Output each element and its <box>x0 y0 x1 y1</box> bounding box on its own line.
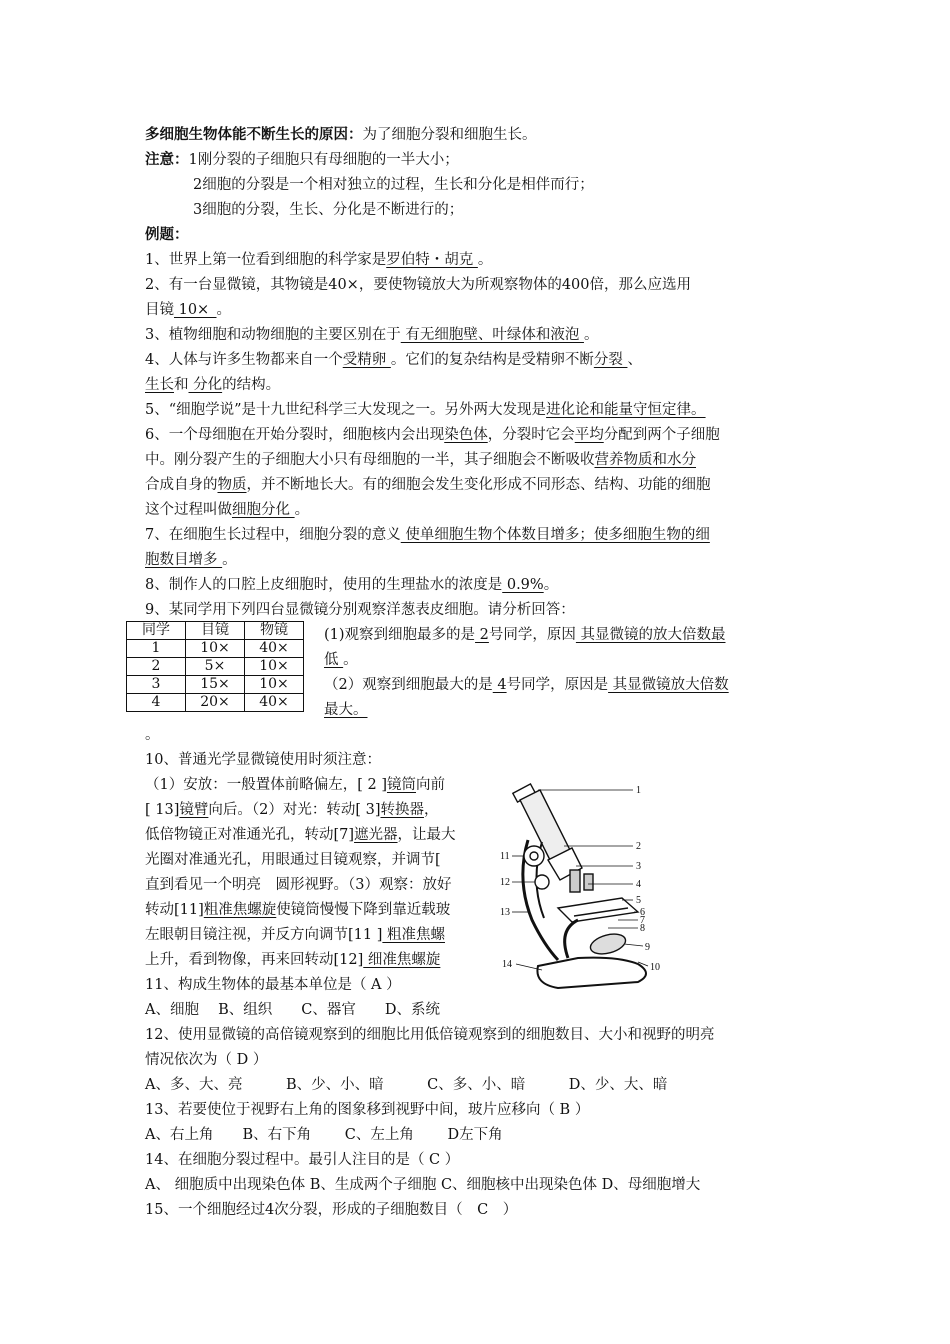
q9-s1-text: (1)观察到细胞最多的是 <box>324 627 476 643</box>
question-2-line-2 <box>145 298 231 322</box>
note-line-2 <box>193 173 594 197</box>
question-8 <box>145 573 558 597</box>
notes-label: 注意： <box>145 152 189 168</box>
question-12-options: A、多、大、亮 B、少、小、暗 C、多、小、暗 D、少、大、暗 <box>145 1077 668 1093</box>
table-cell: 20× <box>186 694 245 712</box>
q7-post: 。 <box>222 552 237 568</box>
q3-post: 。 <box>583 327 599 343</box>
q4-and: 和 <box>174 377 189 393</box>
table-header: 物镜 <box>245 622 304 640</box>
q6-text: 6、一个母细胞在开始分裂时，细胞核内会出现 <box>145 427 445 443</box>
q9-s1-answer-3: 低 <box>324 652 344 668</box>
q10-text-2b: 向后。（2）对光：转动[ 3] <box>208 802 381 818</box>
question-4-line-1 <box>145 348 642 372</box>
q6-answer-5: 细胞分化 <box>232 502 295 518</box>
label-12: 12 <box>500 877 510 888</box>
q6-text-4: 这个过程叫做 <box>145 502 232 518</box>
table-row <box>127 640 304 658</box>
question-5 <box>145 398 706 422</box>
question-4-line-2 <box>145 373 280 397</box>
q9-s1-answer-2: 其显微镜的放大倍数最 <box>575 627 726 643</box>
q2-post: 。 <box>216 302 231 318</box>
q9-s1-answer-1: 2 <box>475 627 489 643</box>
q10-text-2c: ， <box>424 802 439 818</box>
question-15: 15、一个细胞经过4次分裂，形成的子细胞数目（ C ） <box>145 1202 518 1218</box>
q5-answer: 进化论和能量守恒定律。 <box>546 402 706 418</box>
table-row <box>127 676 304 694</box>
note-item: 2细胞的分裂是一个相对独立的过程，生长和分化是相伴而行； <box>193 177 594 193</box>
table-cell: 1 <box>127 640 186 658</box>
label-13: 13 <box>500 907 510 918</box>
table-cell: 10× <box>245 676 304 694</box>
q3-answer: 有无细胞壁、叶绿体和液泡 <box>400 327 584 343</box>
q10-answer: 粗准焦螺旋 <box>203 902 277 918</box>
q10-text-3: 低倍物镜正对准通光孔，转动[7] <box>145 827 355 843</box>
q10-line-1 <box>145 773 445 797</box>
table-cell: 4 <box>127 694 186 712</box>
base-shape <box>537 958 646 988</box>
q9-s2-answer-3: 最大。 <box>324 702 368 718</box>
table-cell: 10× <box>245 658 304 676</box>
note-line-1 <box>145 148 459 172</box>
examples-label: 例题： <box>145 227 189 243</box>
table-header: 目镜 <box>186 622 245 640</box>
question-13: 13、若要使位于视野右上角的图象移到视野中间，玻片应移向（ B ） <box>145 1102 590 1118</box>
question-6-line-3 <box>145 473 711 497</box>
q2-answer: 10×_ <box>174 302 217 318</box>
label-11: 11 <box>500 851 510 862</box>
q9-s1-post: 。 <box>343 652 358 668</box>
q7-text: 7、在细胞生长过程中，细胞分裂的意义 <box>145 527 401 543</box>
q3-text: 3、植物细胞和动物细胞的主要区别在于 <box>145 327 401 343</box>
label-14: 14 <box>502 959 512 970</box>
q10-answer: 镜筒 <box>386 777 416 793</box>
label-3: 3 <box>636 861 641 872</box>
q8-text: 8、制作人的口腔上皮细胞时，使用的生理盐水的浓度是 <box>145 577 503 593</box>
q8-answer: 0.9% <box>502 577 544 593</box>
question-7-line-1 <box>145 523 710 547</box>
q6-answer-4: 物质 <box>217 477 247 493</box>
table-row <box>127 694 304 712</box>
q6-end: 分配到两个子细胞 <box>603 427 720 443</box>
q10-line-5: 直到看见一个明亮 圆形视野。（3）观察：放好 <box>145 877 452 893</box>
question-2-line-1: 2、有一台显微镜，其物镜是40×，要使物镜放大为所观察物体的400倍，那么应选用 <box>145 277 691 293</box>
q9-sub2-line-1 <box>324 673 729 697</box>
q9-sub1-line-1 <box>324 623 726 647</box>
table-header-row <box>127 622 304 640</box>
q10-text-1: （1）安放：一般置体前略偏左，[ 2 ] <box>145 777 387 793</box>
q10-text-7: 左眼朝目镜注视，并反方向调节[11 ] <box>145 927 383 943</box>
label-5: 5 <box>636 895 641 906</box>
q9-s2-mid: 号同学，原因是 <box>506 677 609 693</box>
label-2: 2 <box>636 841 641 852</box>
q9-sub1-line-2 <box>324 648 358 672</box>
q4-answer-3: 生长 <box>145 377 174 393</box>
q10-line-4: 光圈对准通光孔，用眼通过目镜观察，并调节[ <box>145 852 441 868</box>
table-cell: 40× <box>245 694 304 712</box>
question-12-line-2: 情况依次为（ D ） <box>145 1052 268 1068</box>
note-line-3 <box>193 198 463 222</box>
label-9: 9 <box>645 942 650 953</box>
q6-answer-2: 平均 <box>574 427 604 443</box>
q10-line-6 <box>145 898 450 922</box>
q5-text: 5、“细胞学说”是十九世纪科学三大发现之一。另外两大发现是 <box>145 402 547 418</box>
q4-answer-1: 受精卵 <box>342 352 391 368</box>
q10-text-6: 转动[11] <box>145 902 204 918</box>
q4-answer-4: 分化 <box>188 377 223 393</box>
label-8: 8 <box>640 923 645 934</box>
question-6-line-4 <box>145 498 309 522</box>
q10-answer: 细准焦螺旋 <box>363 952 441 968</box>
q10-text-3b: ，让最大 <box>397 827 456 843</box>
question-10-title: 10、普通光学显微镜使用时须注意： <box>145 752 381 768</box>
q6-post: 。 <box>294 502 310 518</box>
fine-knob-shape <box>535 875 549 889</box>
q4-text: 4、人体与许多生物都来自一个 <box>145 352 343 368</box>
microscope-table <box>126 621 304 712</box>
q10-line-7 <box>145 923 445 947</box>
table-cell: 15× <box>186 676 245 694</box>
question-14-options: A、 细胞质中出现染色体 B、生成两个子细胞 C、细胞核中出现染色体 D、母细胞增大 <box>145 1177 701 1193</box>
q6-answer-1: 染色体 <box>444 427 488 443</box>
table-cell: 40× <box>245 640 304 658</box>
heading-line <box>145 123 537 147</box>
q10-answer: 转换器 <box>380 802 424 818</box>
label-10: 10 <box>650 962 660 973</box>
question-11-options: A、细胞 B、组织 C、器官 D、系统 <box>145 1002 440 1018</box>
q6-mid: ，分裂时它会 <box>487 427 575 443</box>
microscope-diagram <box>498 770 668 1002</box>
q10-line-2 <box>145 798 439 822</box>
q9-s1-mid: 号同学，原因 <box>488 627 576 643</box>
q7-answer: 使单细胞生物个体数目增多；使多细胞生物的细 <box>400 527 710 543</box>
q10-answer: 粗准焦螺 <box>382 927 445 943</box>
q9-s2-answer-2: 其显微镜放大倍数 <box>608 677 729 693</box>
question-7-line-2 <box>145 548 237 572</box>
label-1: 1 <box>636 785 641 796</box>
q10-line-3 <box>145 823 456 847</box>
table-header: 同学 <box>127 622 186 640</box>
objective-shape <box>584 874 593 890</box>
q10-answer: 遮光器 <box>354 827 398 843</box>
table-cell: 2 <box>127 658 186 676</box>
q2-text: 目镜 <box>145 302 174 318</box>
q10-answer: 镜臂 <box>179 802 209 818</box>
q4-answer-2: 分裂 <box>593 352 628 368</box>
q4-mid: 。它们的复杂结构是受精卵不断 <box>390 352 594 368</box>
label-7: 7 <box>640 915 645 926</box>
q1-post: 。 <box>477 252 493 268</box>
q7-answer-cont: 胞数目增多 <box>145 552 223 568</box>
q1-answer: 罗伯特・胡克 <box>386 252 478 268</box>
q9-sub2-line-2 <box>324 698 368 722</box>
q9-s2-answer-1: 4 <box>492 677 507 693</box>
q4-end: 、 <box>627 352 642 368</box>
table-cell: 3 <box>127 676 186 694</box>
q10-text-1b: 向前 <box>415 777 445 793</box>
objective-shape <box>570 870 580 892</box>
note-item: 1刚分裂的子细胞只有母细胞的一半大小； <box>188 152 459 168</box>
question-14: 14、在细胞分裂过程中。最引人注目的是（ C ） <box>145 1152 460 1168</box>
question-6-line-1 <box>145 423 720 447</box>
coarse-knob-shape <box>524 846 544 866</box>
question-12-line-1: 12、使用显微镜的高倍镜观察到的细胞比用低倍镜观察到的细胞数目、大小和视野的明亮 <box>145 1027 715 1043</box>
heading-text: 为了细胞分裂和细胞生长。 <box>362 127 537 143</box>
table-cell: 10× <box>186 640 245 658</box>
label-4: 4 <box>636 879 641 890</box>
q6-text-3b: ，并不断地长大。有的细胞会发生变化形成不同形态、结构、功能的细胞 <box>246 477 711 493</box>
q6-text-3: 合成自身的 <box>145 477 218 493</box>
heading-label: 多细胞生物体能不断生长的原因： <box>145 127 363 143</box>
q8-post: 。 <box>543 577 559 593</box>
question-13-options: A、右上角 B、右下角 C、左上角 D左下角 <box>145 1127 503 1143</box>
note-item: 3细胞的分裂，生长、分化是不断进行的； <box>193 202 464 218</box>
q10-line-8 <box>145 948 440 972</box>
q10-text-8: 上升，看到物像，再来回转动[12] <box>145 952 364 968</box>
question-3 <box>145 323 598 347</box>
table-cell: 5× <box>186 658 245 676</box>
question-11: 11、构成生物体的最基本单位是（ A ） <box>145 977 401 993</box>
question-1 <box>145 248 492 272</box>
q1-text: 1、世界上第一位看到细胞的科学家是 <box>145 252 387 268</box>
table-row <box>127 658 304 676</box>
q6-text-2: 中。刚分裂产生的子细胞大小只有母细胞的一半，其子细胞会不断吸收 <box>145 452 595 468</box>
q6-answer-3: 营养物质和水分 <box>594 452 696 468</box>
q9-s2-text: （2）观察到细胞最大的是 <box>324 677 493 693</box>
q10-text-2: [ 13] <box>145 802 180 818</box>
q4-post: 的结构。 <box>222 377 281 393</box>
question-6-line-2 <box>145 448 696 472</box>
q10-text-6b: 使镜筒慢慢下降到靠近载玻 <box>276 902 451 918</box>
q9-tail: 。 <box>145 727 160 743</box>
question-9: 9、某同学用下列四台显微镜分别观察洋葱表皮细胞。请分析回答： <box>145 602 575 618</box>
label-6: 6 <box>640 907 645 918</box>
